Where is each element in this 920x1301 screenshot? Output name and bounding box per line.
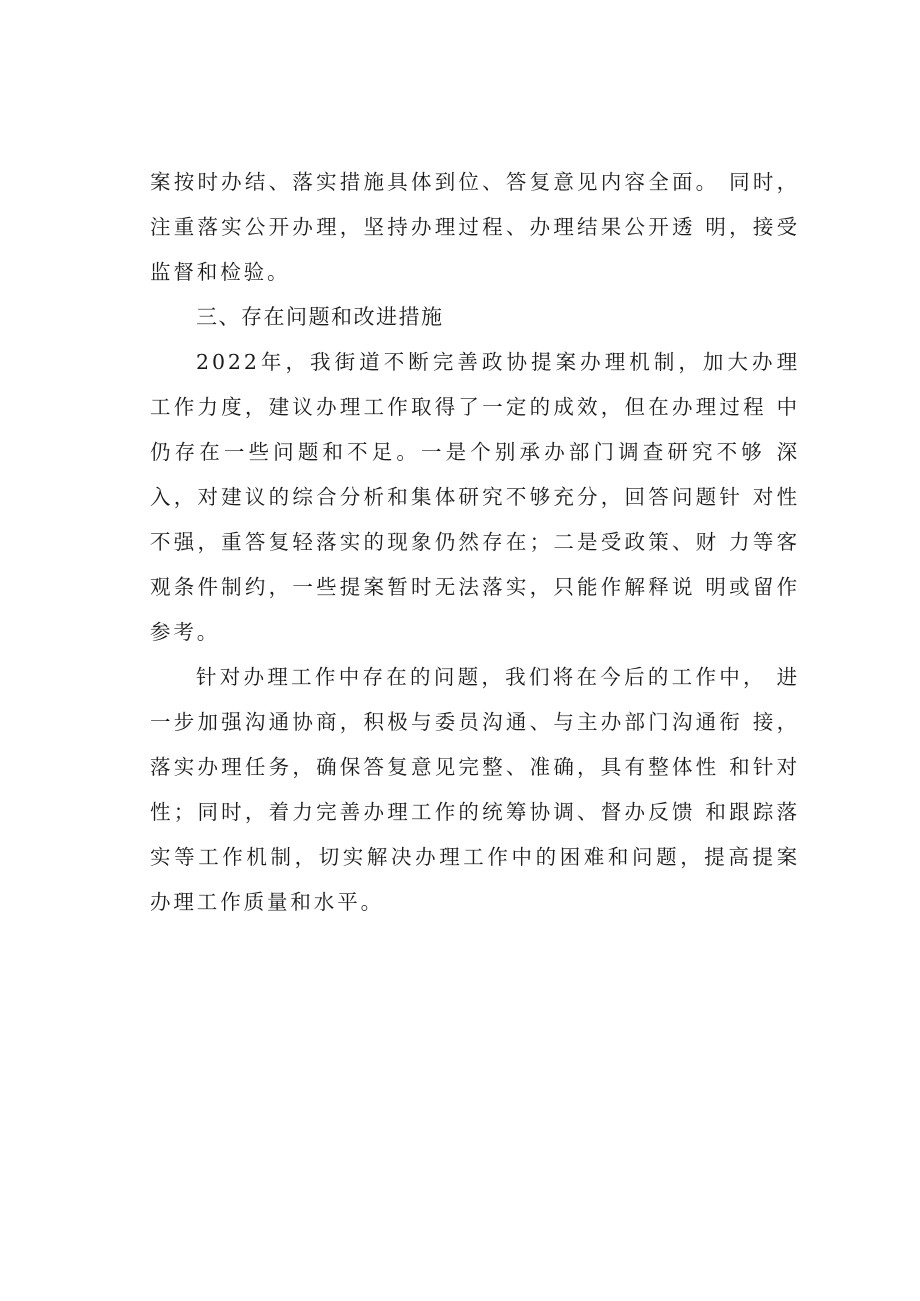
measures-paragraph: 针对办理工作中存在的问题，我们将在今后的工作中， 进一步加强沟通协商，积极与委员沟通、与主办部门沟通衔 接，落实办理任务，确保答复意见完整、准确，具有整体性 和针对性；同时，着力完善办理工作的统筹协调、督办反馈 和跟踪落实等工作机制，切实解决办理工作中的困难和问题，提高提案办理工作质量和水平。 [150,665,800,914]
document-body [150,160,800,925]
problems-paragraph: 2022年，我街道不断完善政协提案办理机制，加大办理 工作力度，建议办理工作取得了一定的成效，但在办理过程 中仍存在一些问题和不足。一是个别承办部门调查研究不够 深入，对建议的综合分析和集体研究不够充分，回答问题针 对性不强，重答复轻落实的现象仍然存在；二是受政策、财 力等客观条件制约，一些提案暂时无法落实，只能作解释说 明或留作参考。 [150,350,800,644]
continued-paragraph: 案按时办结、落实措施具体到位、答复意见内容全面。 同时，注重落实公开办理，坚持办理过程、办理结果公开透 明，接受监督和检验。 [150,170,800,284]
section-heading: 三、存在问题和改进措施 [196,305,444,329]
